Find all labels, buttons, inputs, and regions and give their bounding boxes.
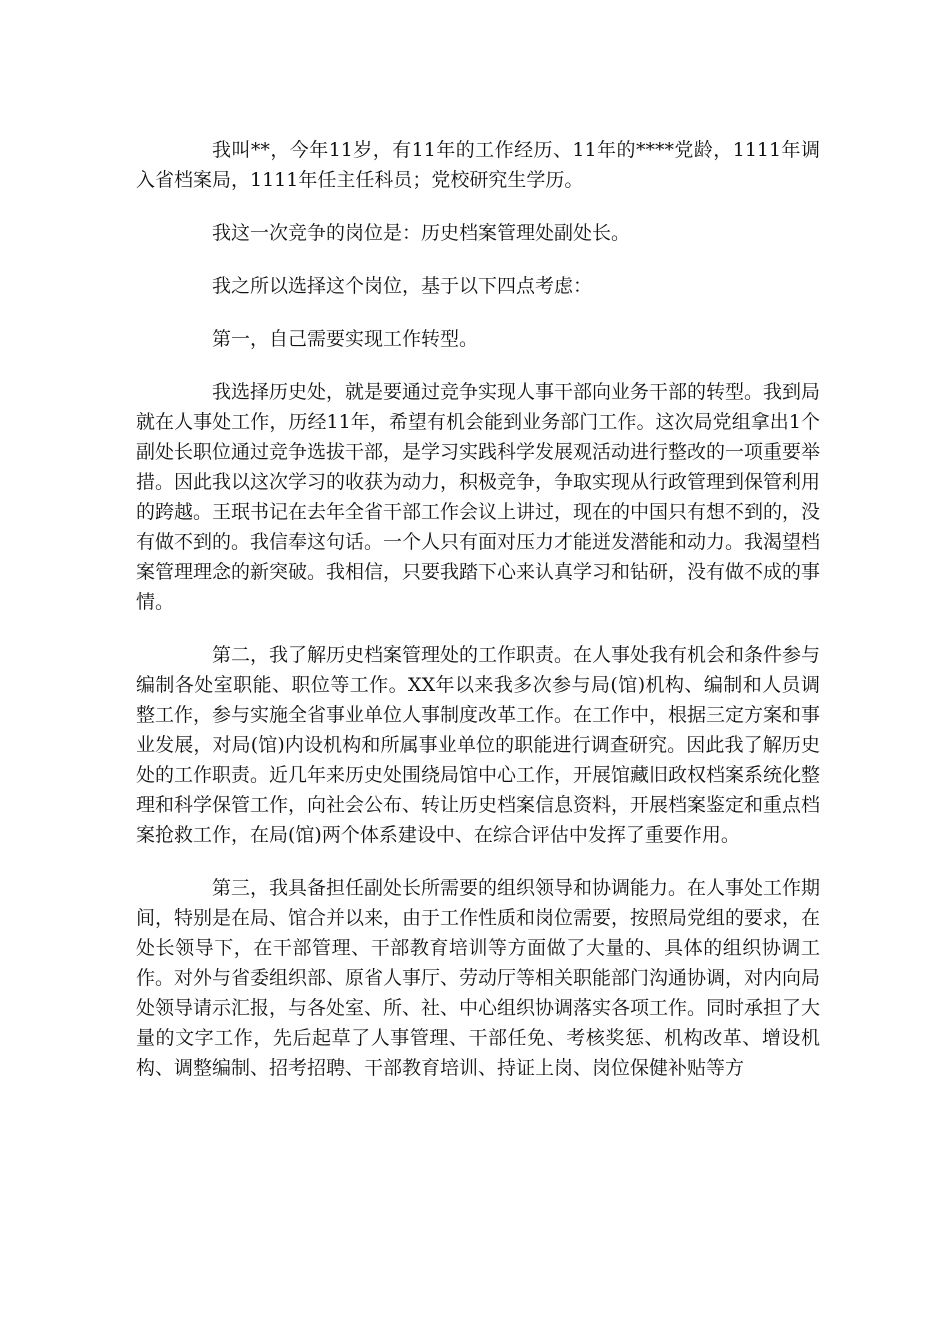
document-body xyxy=(136,135,820,1106)
paragraph-first-detail: 我选择历史处，就是要通过竞争实现人事干部向业务干部的转型。我到局就在人事处工作，历经11年，希望有机会能到业务部门工作。这次局党组拿出1个副处长职位通过竞争选拔干部，是学习实践科学发展观活动进行整改的一项重要举措。因此我以这次学习的收获为动力，积极竞争，争取实现从行政管理到保管利用的跨越。王珉书记在去年全省干部工作会议上讲过，现在的中国只有想不到的，没有做不到的。我信奉这句话。一个人只有面对压力才能迸发潜能和动力。我渴望档案管理理念的新突破。我相信，只要我踏下心来认真学习和钻研，没有做不成的事情。 xyxy=(136,381,821,613)
paragraph-intro: 我叫**，今年11岁，有11年的工作经历、11年的****党龄，1111年调入省档案局，1111年任主任科员；党校研究生学历。 xyxy=(136,139,820,191)
paragraph-position: 我这一次竞争的岗位是：历史档案管理处副处长。 xyxy=(212,222,631,244)
paragraph-second-point: 第二，我了解历史档案管理处的工作职责。在人事处我有机会和条件参与编制各处室职能、职位等工作。XX年以来我多次参与局(馆)机构、编制和人员调整工作，参与实施全省事业单位人事制度改革工作。在工作中，根据三定方案和事业发展，对局(馆)内设机构和所属事业单位的职能进行调查研究。因此我了解历史处的工作职责。近几年来历史处围绕局馆中心工作，开展馆藏旧政权档案系统化整理和科学保管工作，向社会公布、转让历史档案信息资料，开展档案鉴定和重点档案抢救工作，在局(馆)两个体系建设中、在综合评估中发挥了重要作用。 xyxy=(136,644,821,846)
paragraph-reasons-lead: 我之所以选择这个岗位，基于以下四点考虑： xyxy=(212,275,593,297)
paragraph-first-point: 第一，自己需要实现工作转型。 xyxy=(212,328,479,350)
paragraph-third-point: 第三，我具备担任副处长所需要的组织领导和协调能力。在人事处工作期间，特别是在局、馆合并以来，由于工作性质和岗位需要，按照局党组的要求，在处长领导下，在干部管理、干部教育培训等方面做了大量的、具体的组织协调工作。对外与省委组织部、原省人事厅、劳动厅等相关职能部门沟通协调，对内向局处领导请示汇报，与各处室、所、社、中心组织协调落实各项工作。同时承担了大量的文字工作，先后起草了人事管理、干部任免、考核奖惩、机构改革、增设机构、调整编制、招考招聘、干部教育培训、持证上岗、岗位保健补贴等方 xyxy=(136,877,821,1079)
